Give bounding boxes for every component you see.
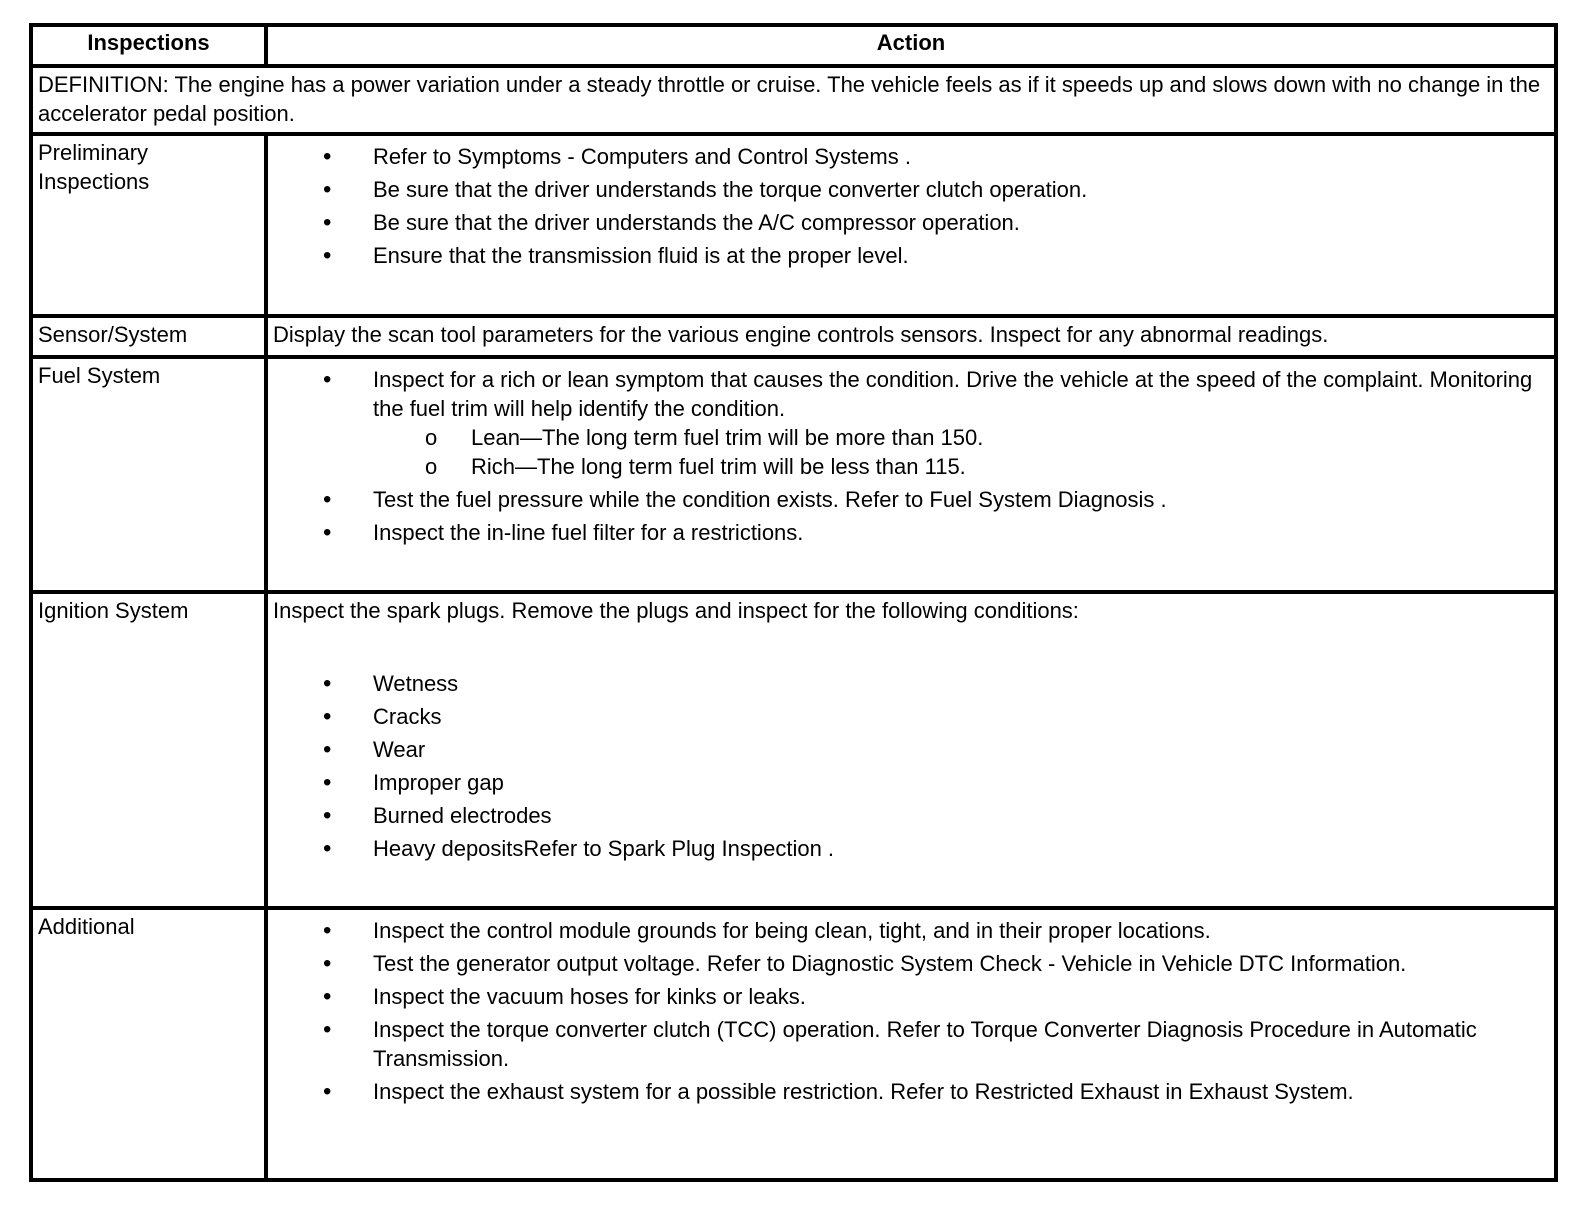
list-item: • Burned electrodes — [373, 801, 1549, 830]
list-item: • Be sure that the driver understands the torque converter clutch operation. — [373, 175, 1549, 204]
list-item: • Inspect the vacuum hoses for kinks or leaks. — [373, 982, 1549, 1011]
diagnostic-table — [29, 23, 1558, 1182]
cell-additional — [266, 908, 1556, 1180]
list-ignition — [273, 669, 1549, 863]
row-preliminary — [31, 134, 1556, 316]
list-preliminary — [273, 142, 1549, 270]
cell-fuel — [266, 357, 1556, 592]
definition-text: DEFINITION: The engine has a power variation under a steady throttle or cruise. The vehicle feels as if it speeds up and slows down with no change in the accelerator pedal position. — [31, 66, 1556, 134]
list-item: • Inspect the torque converter clutch (TCC) operation. Refer to Torque Converter Diagnosis Procedure in Automatic Transmission. — [373, 1015, 1549, 1073]
list-additional — [273, 916, 1549, 1106]
row-fuel — [31, 357, 1556, 592]
list-item: • Test the generator output voltage. Refer to Diagnostic System Check - Vehicle in Vehicle DTC Information. — [373, 949, 1549, 978]
list-item: • Wetness — [373, 669, 1549, 698]
list-item: • Cracks — [373, 702, 1549, 731]
cell-sensor: Display the scan tool parameters for the various engine controls sensors. Inspect for any abnormal readings. — [266, 316, 1556, 357]
label-ignition: Ignition System — [31, 592, 266, 908]
header-inspections: Inspections — [31, 25, 266, 66]
list-item: • Ensure that the transmission fluid is at the proper level. — [373, 241, 1549, 270]
row-ignition — [31, 592, 1556, 908]
label-additional: Additional — [31, 908, 266, 1180]
row-additional — [31, 908, 1556, 1180]
list-item: • Inspect the in-line fuel filter for a restrictions. — [373, 518, 1549, 547]
header-action: Action — [266, 25, 1556, 66]
sublist-fuel-trim — [373, 423, 1549, 481]
list-item: • Wear — [373, 735, 1549, 764]
list-item: • Heavy depositsRefer to Spark Plug Inspection . — [373, 834, 1549, 863]
header-row — [31, 25, 1556, 66]
sub-list-item: o Rich—The long term fuel trim will be less than 115. — [471, 452, 1549, 481]
list-item-text: Inspect for a rich or lean symptom that causes the condition. Drive the vehicle at the speed of the complaint. Monitoring the fuel trim will help identify the condition. — [373, 367, 1533, 421]
cell-ignition — [266, 592, 1556, 908]
list-item: • Refer to Symptoms - Computers and Control Systems . — [373, 142, 1549, 171]
list-item: • Inspect the control module grounds for being clean, tight, and in their proper locations. — [373, 916, 1549, 945]
label-preliminary: Preliminary Inspections — [31, 134, 266, 316]
list-item: • Inspect the exhaust system for a possible restriction. Refer to Restricted Exhaust in Exhaust System. — [373, 1077, 1549, 1106]
list-item — [373, 365, 1549, 481]
list-fuel — [273, 365, 1549, 547]
cell-preliminary — [266, 134, 1556, 316]
definition-row — [31, 66, 1556, 134]
label-fuel: Fuel System — [31, 357, 266, 592]
ignition-intro: Inspect the spark plugs. Remove the plugs and inspect for the following conditions: — [273, 598, 1079, 623]
sub-list-item: o Lean—The long term fuel trim will be more than 150. — [471, 423, 1549, 452]
list-item: • Improper gap — [373, 768, 1549, 797]
list-item: • Test the fuel pressure while the condition exists. Refer to Fuel System Diagnosis . — [373, 485, 1549, 514]
list-item: • Be sure that the driver understands the A/C compressor operation. — [373, 208, 1549, 237]
row-sensor — [31, 316, 1556, 357]
label-sensor: Sensor/System — [31, 316, 266, 357]
